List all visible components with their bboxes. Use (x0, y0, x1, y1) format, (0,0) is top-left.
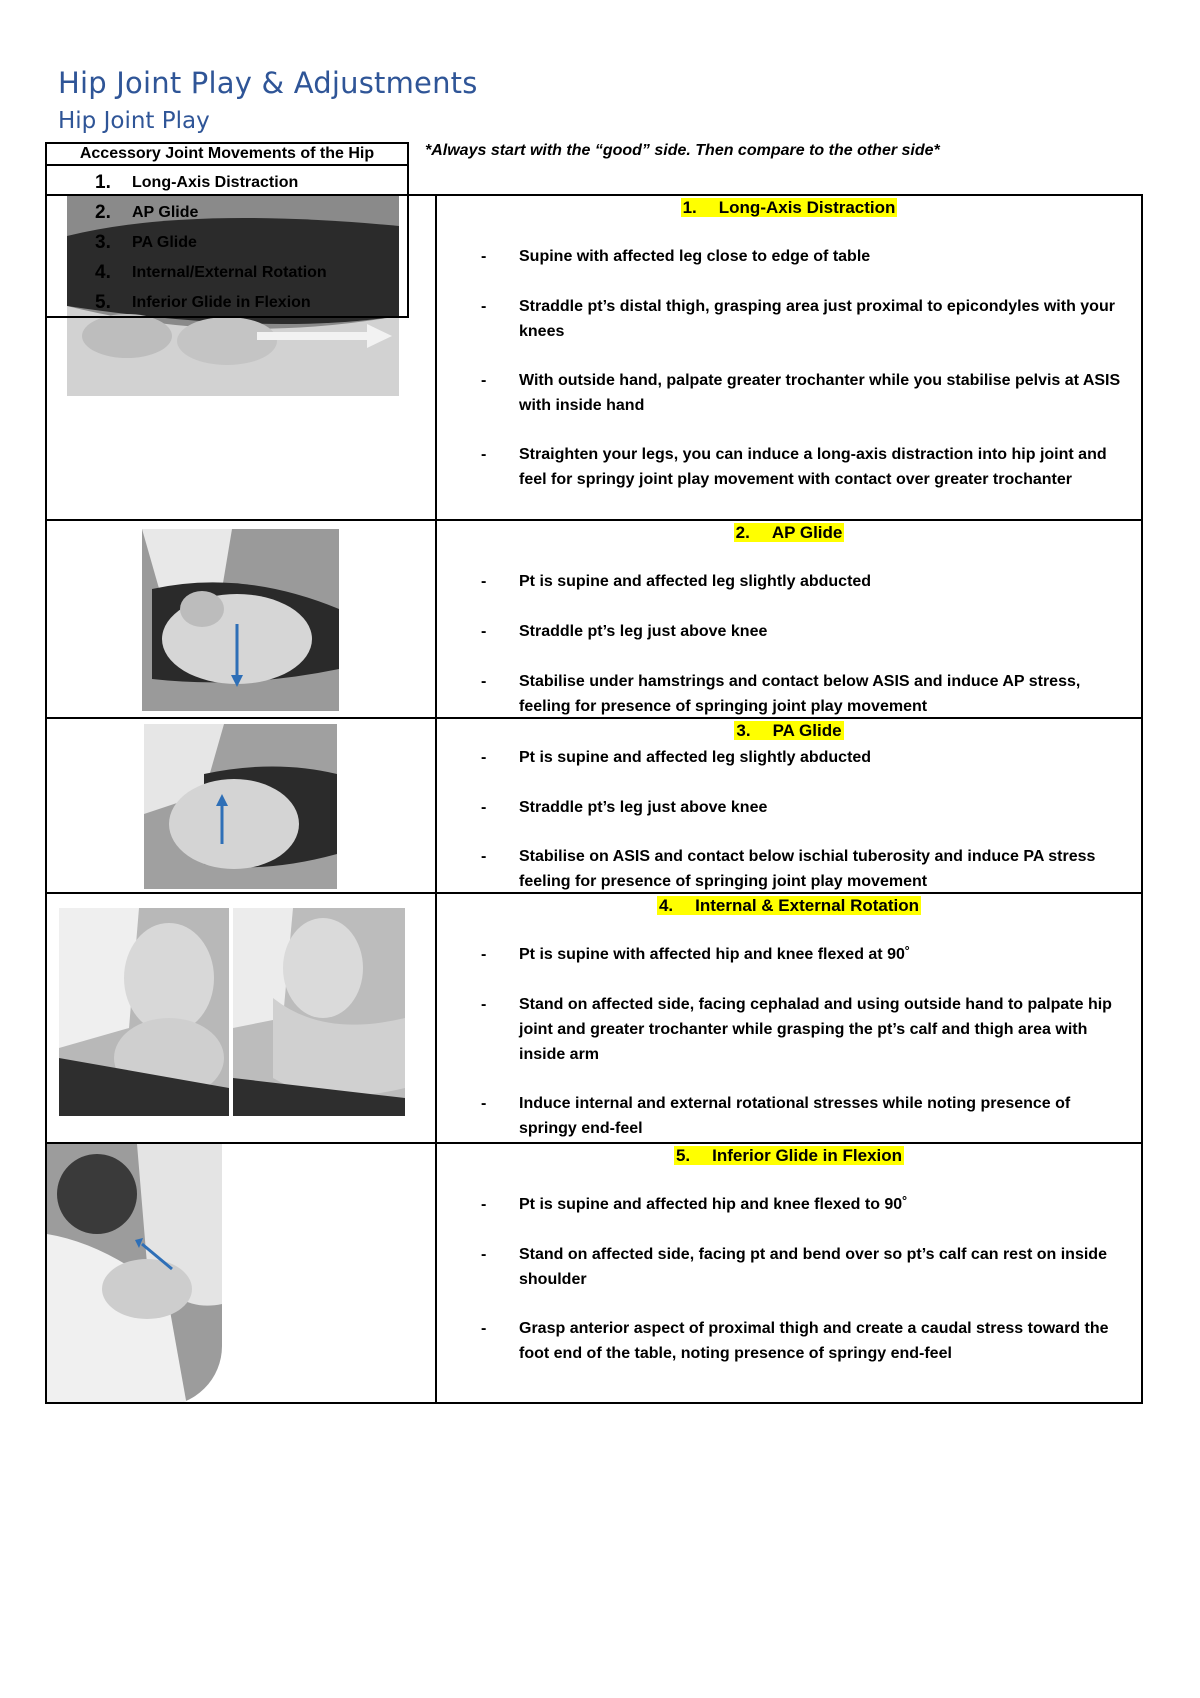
section-heading-ap-glide: 2. AP Glide (735, 523, 843, 542)
section-heading-internal-external-rotation: 4. Internal & External Rotation (658, 896, 920, 915)
accessory-movements-list: Accessory Joint Movements of the Hip 1. Long-Axis Distraction 2. AP Glide 3. PA Glide 4. Internal/External Rotation 5. Inferior Glide in Flexion (45, 142, 409, 318)
internal-rotation-photo (59, 908, 229, 1116)
list-item: - Stand on affected side, facing cephalad and using outside hand to palpate hip joint and greater trochanter while grasping the pt’s calf and thigh area with inside arm (481, 996, 1112, 1063)
list-item: - Pt is supine and affected hip and knee flexed to 90˚ (481, 1196, 908, 1213)
ap-glide-photo (142, 529, 339, 711)
list-item: - Straddle pt’s leg just above knee (481, 623, 768, 640)
list-heading: Accessory Joint Movements of the Hip (47, 144, 407, 166)
list-item: - Stabilise on ASIS and contact below ischial tuberosity and induce PA stress feeling for presence of springing joint play movement (481, 848, 1096, 890)
list-item: - Pt is supine and affected leg slightly abducted (481, 573, 872, 590)
table-row-ap-glide (47, 521, 1141, 719)
table-row-pa-glide (47, 719, 1141, 894)
list-item: - Pt is supine with affected hip and knee flexed at 90˚ (481, 946, 911, 963)
section-heading-inferior-glide-in-flexion: 5. Inferior Glide in Flexion (675, 1146, 903, 1165)
table-row-inferior-glide-in-flexion (47, 1144, 1141, 1404)
section-heading-pa-glide: 3. PA Glide (736, 721, 842, 740)
instruction-note: *Always start with the “good” side. Then compare to the other side* (425, 142, 940, 159)
technique-table (45, 194, 1143, 1404)
list-item: - Pt is supine and affected leg slightly abducted (481, 749, 872, 766)
list-item: - Grasp anterior aspect of proximal thigh and create a caudal stress toward the foot end of the table, noting presence of springy end-feel (481, 1320, 1109, 1362)
page-subtitle: Hip Joint Play (58, 108, 210, 134)
list-item: - Stabilise under hamstrings and contact below ASIS and induce AP stress, feeling for presence of springing joint play movement (481, 673, 1081, 715)
inferior-glide-photo (47, 1144, 222, 1404)
external-rotation-photo (233, 908, 405, 1116)
list-item: - Straddle pt’s distal thigh, grasping area just proximal to epicondyles with your knees (481, 298, 1115, 340)
list-item: - Straighten your legs, you can induce a long-axis distraction into hip joint and feel for springy joint play movement with contact over greater trochanter (481, 446, 1107, 488)
list-item: - Induce internal and external rotational stresses while noting presence of springy end-feel (481, 1095, 1071, 1137)
page-title: Hip Joint Play & Adjustments (58, 66, 478, 100)
list-item: - With outside hand, palpate greater trochanter while you stabilise pelvis at ASIS with inside hand (481, 372, 1121, 414)
list-item: - Stand on affected side, facing pt and bend over so pt’s calf can rest on inside shoulder (481, 1246, 1107, 1288)
list-item: - Supine with affected leg close to edge of table (481, 248, 871, 265)
section-heading-long-axis-distraction: 1. Long-Axis Distraction (682, 198, 896, 217)
list-item: - Straddle pt’s leg just above knee (481, 799, 768, 816)
pa-glide-photo (144, 724, 337, 889)
table-row-internal-external-rotation (47, 894, 1141, 1144)
